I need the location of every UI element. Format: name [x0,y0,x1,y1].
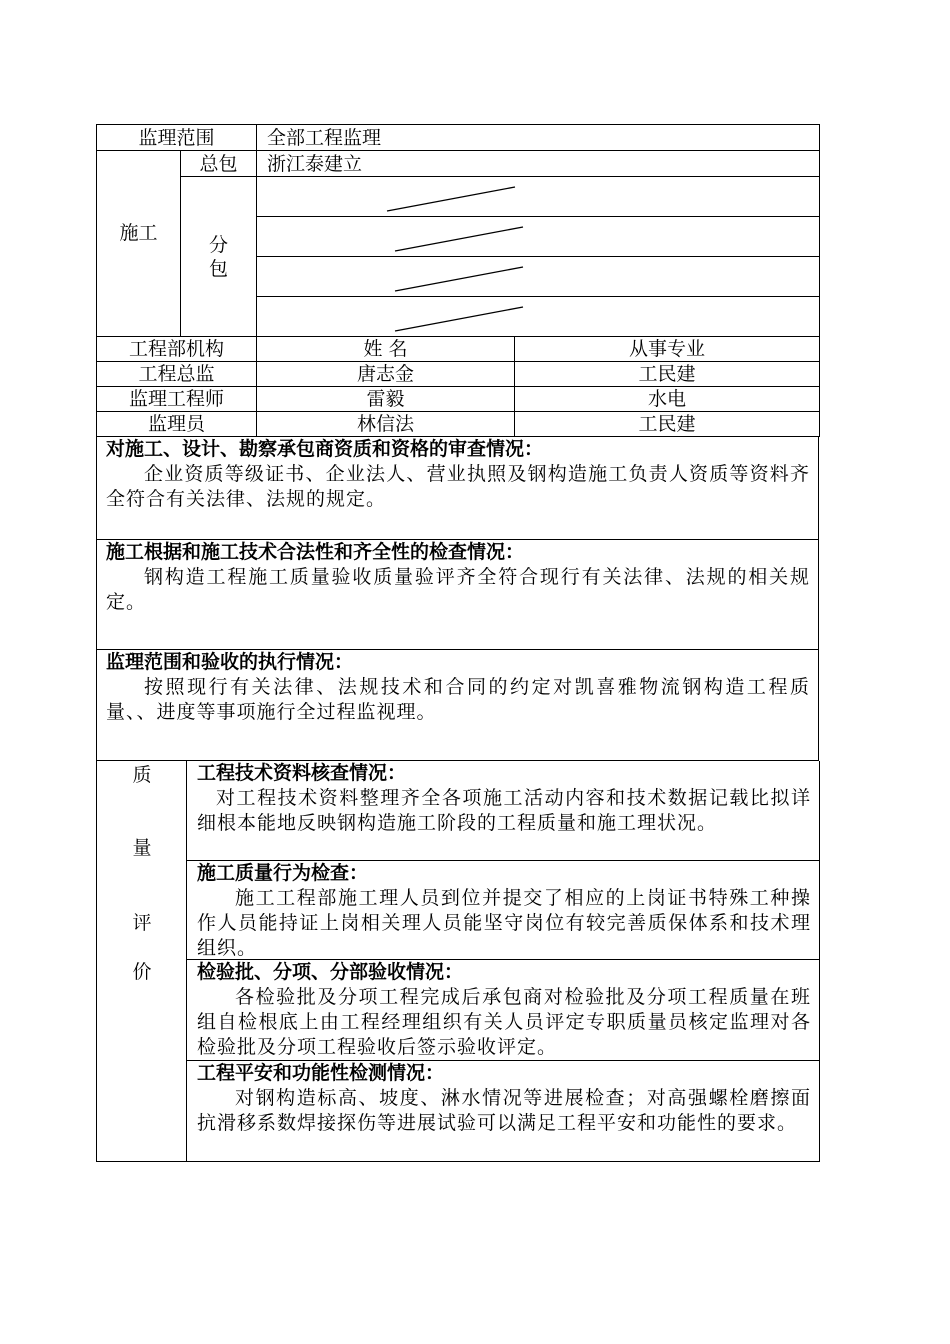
staff-header-name: 姓 名 [257,337,515,362]
item-body: 对工程技术资料整理齐全各项施工活动内容和技术数据记载比拟详细根本能地反映钢构造施工阶段的工程质量和施工理状况。 [197,787,811,834]
staff-name: 唐志金 [257,362,515,387]
construction-basis-section [96,540,819,650]
staff-name: 雷毅 [257,387,515,412]
scope-label: 监理范围 [97,125,257,151]
tech-docs-check [187,761,819,860]
quality-label-char: 质 [132,764,152,786]
staff-specialty: 水电 [515,387,820,412]
subcontractor-label [181,177,257,337]
section-body: 钢构造工程施工质量验收质量验评齐全符合现行有关法律、法规的相关规定。 [106,566,810,613]
subcontractor-slot-2 [257,217,820,257]
quality-label-char: 价 [132,961,152,983]
supervision-report-form [96,124,819,1162]
subcontractor-slot-3 [257,257,820,297]
quality-evaluation-label [97,761,187,1162]
scope-execution-section [96,650,819,761]
subcontractor-slot-1 [257,177,820,217]
quality-behavior-check [187,860,819,959]
empty-slash-mark [257,257,820,296]
section-body: 按照现行有关法律、法规技术和合同的约定对凯喜雅物流钢构造工程质量、、进度等事项施行全过程监视理。 [106,676,810,723]
quality-label-char: 评 [132,912,152,934]
safety-function-check [187,1060,819,1159]
item-heading: 工程技术资料核查情况： [197,762,407,784]
quality-items [187,761,820,1162]
item-heading: 工程平安和功能性检测情况： [197,1062,445,1084]
empty-slash-mark [257,297,820,336]
staff-role: 监理工程师 [97,387,257,412]
item-body: 各检验批及分项工程完成后承包商对检验批及分项工程质量在班组自检根底上由工程经理组织有关人员评定专职质量员核定监理对各检验批及分项工程验收后签示验收评定。 [197,986,811,1058]
staff-specialty: 工民建 [515,412,820,437]
section-body: 企业资质等级证书、企业法人、营业执照及钢构造施工负责人资质等资料齐全符合有关法律、法规的规定。 [106,463,810,510]
construction-label: 施工 [97,151,181,337]
staff-header-org: 工程部机构 [97,337,257,362]
staff-role: 监理员 [97,412,257,437]
subcontractor-label-char-2: 包 [209,258,229,280]
general-contractor-value: 浙江泰建立 [257,151,820,177]
empty-slash-mark [257,177,820,216]
quality-evaluation-table [96,761,820,1162]
subcontractor-label-char-1: 分 [209,234,229,256]
qualification-review-section [96,437,819,540]
staff-role: 工程总监 [97,362,257,387]
subcontractor-slot-4 [257,297,820,337]
staff-header-specialty: 从事专业 [515,337,820,362]
item-heading: 施工质量行为检查： [197,862,369,884]
section-heading: 监理范围和验收的执行情况： [106,651,354,673]
staff-specialty: 工民建 [515,362,820,387]
section-heading: 施工根据和施工技术合法性和齐全性的检查情况： [106,541,525,563]
section-heading: 对施工、设计、勘察承包商资质和资格的审查情况： [106,438,544,460]
item-body: 施工工程部施工理人员到位并提交了相应的上岗证书特殊工种操作人员能持证上岗相关理人员能坚守岗位有较完善质保体系和技术理组织。 [197,887,811,959]
staff-name: 林信法 [257,412,515,437]
batch-acceptance-check [187,959,819,1060]
general-contractor-label: 总包 [181,151,257,177]
quality-label-char: 量 [132,837,152,859]
item-heading: 检验批、分项、分部验收情况： [197,961,464,983]
empty-slash-mark [257,217,820,256]
info-table [96,124,820,437]
scope-value: 全部工程监理 [257,125,820,151]
item-body: 对钢构造标高、坡度、淋水情况等进展检查；对高强螺栓磨擦面抗滑移系数焊接探伤等进展试验可以满足工程平安和功能性的要求。 [197,1087,811,1134]
